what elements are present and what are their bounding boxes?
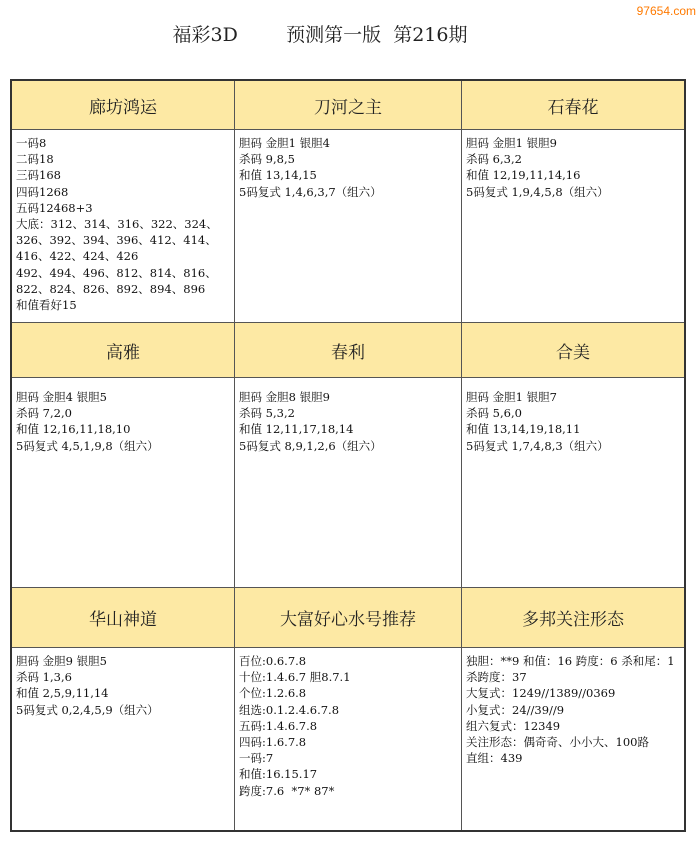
pick-line: 四码1268 xyxy=(16,184,69,199)
expert-header: 华山神道 xyxy=(12,588,235,648)
pick-line: 杀码 5,6,0 xyxy=(466,406,522,421)
pick-line: 和值:16.15.17 xyxy=(239,767,318,782)
pick-line: 5码复式 1,7,4,8,3（组六） xyxy=(466,438,609,453)
expert-picks xyxy=(462,378,684,588)
pick-line: 二码18 xyxy=(16,152,54,167)
pick-line: 一码:7 xyxy=(239,751,274,766)
expert-picks xyxy=(12,130,235,323)
pick-line: 五码12468+3 xyxy=(16,200,93,215)
pick-line: 五码:1.4.6.7.8 xyxy=(239,718,318,733)
prediction-table xyxy=(10,79,686,832)
pick-line: 胆码 金胆9 银胆5 xyxy=(16,654,107,668)
pick-line: 杀码 7,2,0 xyxy=(16,406,72,421)
expert-header: 合美 xyxy=(462,323,684,378)
pick-line: 杀码 6,3,2 xyxy=(466,152,522,167)
pick-line: 杀码 9,8,5 xyxy=(239,152,295,167)
expert-header: 刀河之主 xyxy=(235,81,462,130)
pick-line: 直组：439 xyxy=(466,751,523,766)
expert-header: 大富好心水号推荐 xyxy=(235,588,462,648)
pick-line: 胆码 金胆1 银胆7 xyxy=(466,390,557,404)
pick-line: 5码复式 1,9,4,5,8（组六） xyxy=(466,184,609,199)
pick-line: 和值 12,19,11,14,16 xyxy=(466,168,581,183)
pick-line: 一码8 xyxy=(16,136,47,150)
pick-line: 和值看好15 xyxy=(16,298,77,313)
expert-picks xyxy=(12,378,235,588)
expert-header: 石春花 xyxy=(462,81,684,130)
pick-line: 5码复式 4,5,1,9,8（组六） xyxy=(16,438,159,453)
page-title: 福彩3D 预测第一版 第216期 xyxy=(172,24,468,46)
pick-line: 大复式：1249//1389//0369 xyxy=(466,686,616,701)
pick-line: 百位:0.6.7.8 xyxy=(239,654,307,668)
expert-picks xyxy=(12,648,235,830)
pick-line: 5码复式 0,2,4,5,9（组六） xyxy=(16,702,159,717)
pick-line: 胆码 金胆8 银胆9 xyxy=(239,390,330,404)
expert-header: 廊坊鸿运 xyxy=(12,81,235,130)
pick-line: 492、494、496、812、814、816、822、824、826、892、894、896 xyxy=(16,265,217,296)
pick-line: 个位:1.2.6.8 xyxy=(239,686,307,701)
pick-line: 三码168 xyxy=(16,168,61,183)
pick-line: 和值 13,14,15 xyxy=(239,168,317,183)
pick-line: 胆码 金胆1 银胆9 xyxy=(466,136,557,150)
pick-line: 大底：312、314、316、322、324、326、392、394、396、412、414、416、422、424、426 xyxy=(16,217,218,264)
pick-line: 5码复式 8,9,1,2,6（组六） xyxy=(239,438,382,453)
expert-picks xyxy=(235,130,462,323)
pick-line: 和值 12,16,11,18,10 xyxy=(16,422,131,437)
watermark: 97654.com xyxy=(636,4,696,18)
expert-picks xyxy=(462,648,684,830)
pick-line: 跨度:7.6 *7* 87* xyxy=(239,783,335,798)
pick-line: 5码复式 1,4,6,3,7（组六） xyxy=(239,184,382,199)
pick-line: 小复式：24//39//9 xyxy=(466,702,565,717)
expert-picks xyxy=(462,130,684,323)
pick-line: 四码:1.6.7.8 xyxy=(239,735,307,750)
pick-line: 关注形态：偶奇奇、小小大、100路 xyxy=(466,735,649,750)
pick-line: 和值 13,14,19,18,11 xyxy=(466,422,581,437)
pick-line: 和值 2,5,9,11,14 xyxy=(16,686,109,701)
pick-line: 独胆：**9 和值：16 跨度：6 杀和尾：1 杀跨度：37 xyxy=(466,654,679,685)
expert-header: 高雅 xyxy=(12,323,235,378)
pick-line: 和值 12,11,17,18,14 xyxy=(239,422,354,437)
pick-line: 胆码 金胆1 银胆4 xyxy=(239,136,330,150)
pick-line: 杀码 5,3,2 xyxy=(239,406,295,421)
pick-line: 十位:1.4.6.7 胆8.7.1 xyxy=(239,670,351,685)
expert-picks xyxy=(235,378,462,588)
expert-header: 多邦关注形态 xyxy=(462,588,684,648)
expert-header: 春利 xyxy=(235,323,462,378)
pick-line: 胆码 金胆4 银胆5 xyxy=(16,390,107,404)
pick-line: 杀码 1,3,6 xyxy=(16,670,72,685)
expert-picks xyxy=(235,648,462,830)
pick-line: 组六复式：12349 xyxy=(466,718,561,733)
pick-line: 组选:0.1.2.4.6.7.8 xyxy=(239,702,340,717)
